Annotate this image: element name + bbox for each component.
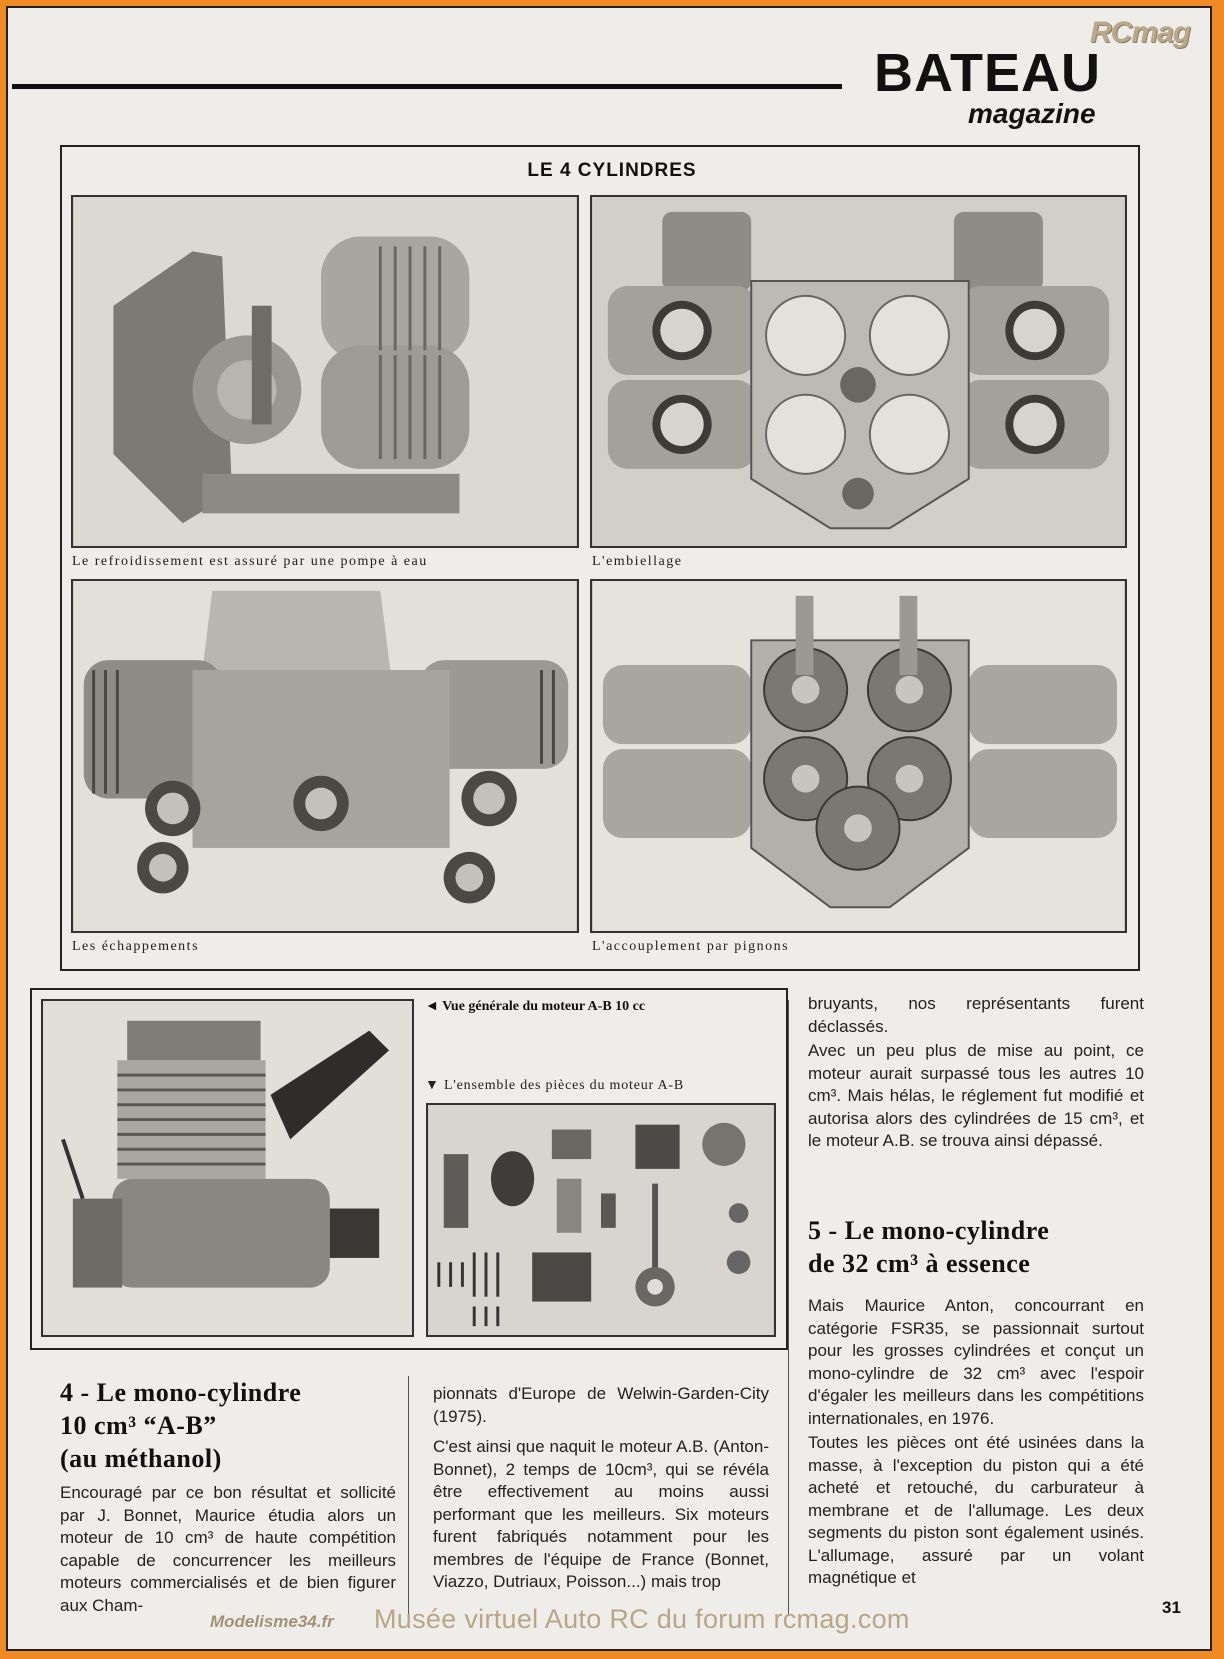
section4-col2-paragraph-2: C'est ainsi que naquit le moteur A.B. (Anton-Bonnet), 2 temps de 10cm³, qui se révéla être effectivement au moins aussi performant que les meilleurs. Six moteurs furent fabriqués notamment pour les membres de l'équipe de France (Bonnet, Viazzo, Dutriaux, Poisson...) mais trop xyxy=(433,1437,769,1591)
section5-heading-line1: 5 - Le mono-cylindre xyxy=(808,1216,1050,1245)
right-column-bottom xyxy=(808,1295,1144,1590)
caption-vue-generale: ◄ Vue générale du moteur A-B 10 cc xyxy=(425,999,646,1014)
right-column-top xyxy=(808,993,1144,1153)
right-col-paragraph-3: Mais Maurice Anton, concourrant en catégorie FSR35, se passionnait surtout pour les grosses cylindrées et conçut un mono-cylindre de 32 cm³ avec l'espoir d'égaler les meilleurs dans les compétitions internationales, en 1976. xyxy=(808,1296,1144,1428)
right-col-paragraph-1: bruyants, nos représentants furent déclassés. xyxy=(808,994,1144,1036)
engine-parts-illustration xyxy=(428,1105,774,1335)
photo-engine-ab-overview xyxy=(41,999,414,1337)
page-number: 31 xyxy=(1162,1598,1181,1617)
section5-heading xyxy=(808,1214,1148,1280)
photo-engine-ab-parts xyxy=(426,1103,776,1337)
section4-heading-line1: 4 - Le mono-cylindre xyxy=(60,1378,302,1407)
photo-crankshaft xyxy=(590,195,1127,548)
caption-water-pump: Le refroidissement est assuré par une pompe à eau xyxy=(72,554,428,569)
gear-coupling-illustration xyxy=(592,581,1125,931)
column-rule-1 xyxy=(408,1376,409,1616)
exhausts-illustration xyxy=(73,581,577,931)
rcmag-watermark-logo: RCmag xyxy=(1089,16,1190,49)
section4-heading-line3: (au méthanol) xyxy=(60,1444,222,1473)
section4-heading-line2: 10 cm³ “A-B” xyxy=(60,1411,217,1440)
photo-water-pump xyxy=(71,195,579,548)
caption-gear-coupling: L'accouplement par pignons xyxy=(592,939,790,954)
engine-side-illustration xyxy=(73,197,577,546)
figure-panel-title: LE 4 CYLINDRES xyxy=(527,160,697,181)
engine-ab-illustration xyxy=(43,1001,412,1335)
photo-exhausts xyxy=(71,579,579,933)
right-col-paragraph-2: Avec un peu plus de mise au point, ce moteur aurait surpassé tous les autres 10 cm³. Mais hélas, le réglement fut modifié et autorisa alors des cylindrées de 15 cm³, et le moteur A.B. se trouva ainsi dépassé. xyxy=(808,1041,1144,1150)
section4-col2-paragraph-1: pionnats d'Europe de Welwin-Garden-City (1975). xyxy=(433,1384,769,1426)
section4-column1 xyxy=(60,1482,396,1617)
header-rule xyxy=(12,84,842,89)
footer-logo: Modelisme34.fr xyxy=(210,1612,334,1631)
caption-exhausts: Les échappements xyxy=(72,939,200,954)
section5-heading-line2: de 32 cm³ à essence xyxy=(808,1249,1031,1278)
section4-heading xyxy=(60,1376,390,1475)
caption-ensemble-pieces: ▼ L'ensemble des pièces du moteur A-B xyxy=(425,1078,685,1093)
column-rule-2 xyxy=(788,1000,789,1616)
magazine-title: BATEAU xyxy=(874,43,1101,103)
footer-watermark: Musée virtuel Auto RC du forum rcmag.com xyxy=(374,1604,910,1634)
caption-crankshaft: L'embiellage xyxy=(592,554,683,569)
crankshaft-illustration xyxy=(592,197,1125,546)
magazine-subtitle: magazine xyxy=(968,98,1096,129)
photo-gear-coupling xyxy=(590,579,1127,933)
section4-column2 xyxy=(433,1383,769,1594)
section4-col1-paragraph: Encouragé par ce bon résultat et sollicité par J. Bonnet, Maurice étudia alors un moteur de 10 cm³ de haute compétition capable de concurrencer les meilleurs moteurs commercialisés et de bien figurer aux Cham- xyxy=(60,1483,396,1615)
right-col-paragraph-4: Toutes les pièces ont été usinées dans la masse, à l'exception du piston qui a été acheté et retouché, du carburateur à membrane et de l'allumage. Les deux segments du piston sont également usinés. L'allumage, assuré par un volant magnétique et xyxy=(808,1433,1144,1587)
